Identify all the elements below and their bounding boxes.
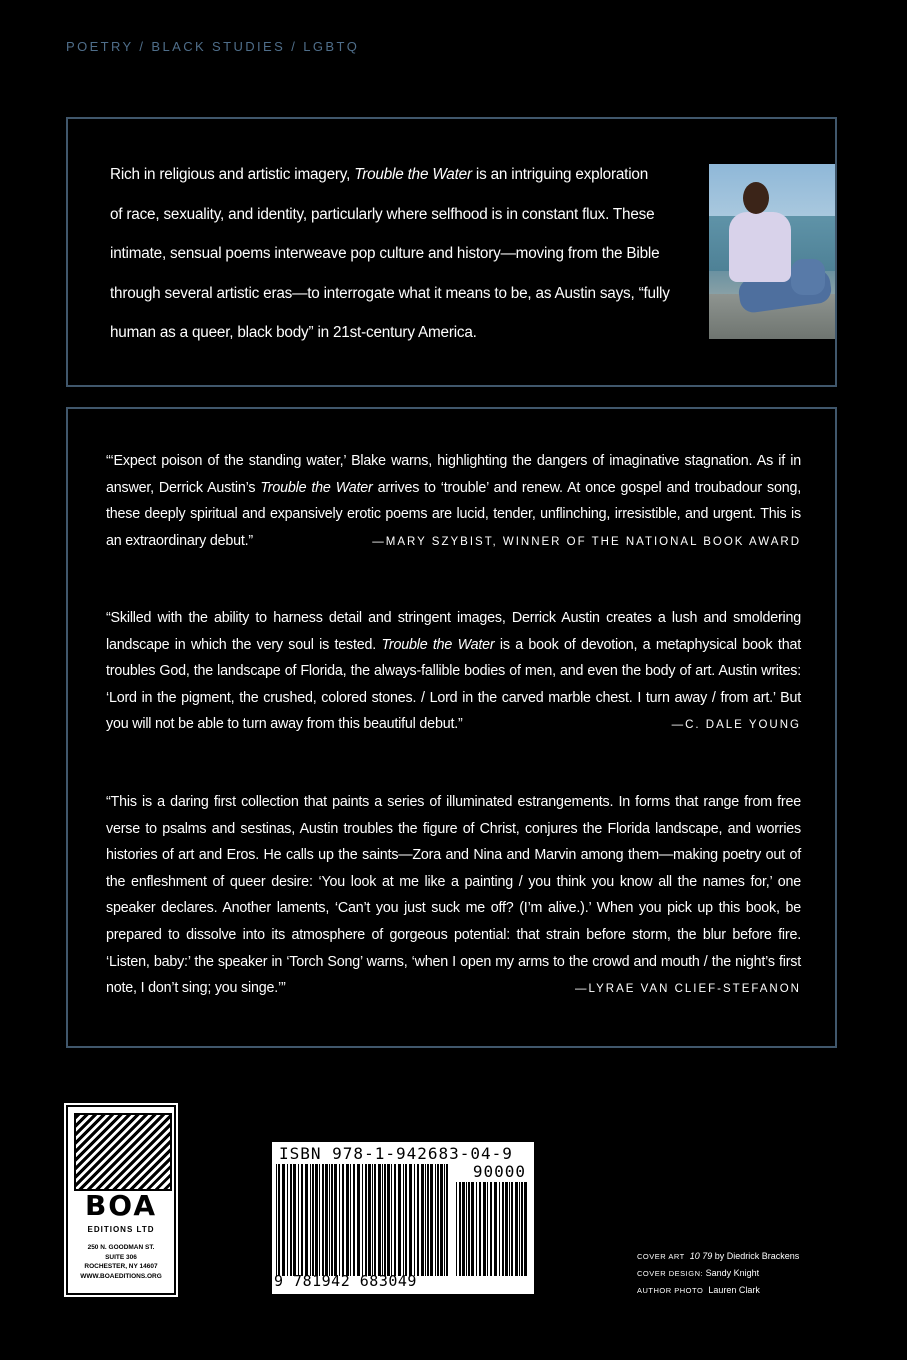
barcode-bar	[414, 1164, 415, 1276]
barcode-bar	[298, 1164, 299, 1276]
description-line: Rich in religious and artistic imagery, Trouble the Water is an intriguing exploration	[110, 166, 649, 183]
publisher-subtitle: EDITIONS LTD	[87, 1225, 155, 1234]
price-code: 90000	[472, 1162, 526, 1181]
barcode-bar	[435, 1164, 436, 1276]
barcode-bar	[278, 1164, 280, 1276]
barcode-bar	[456, 1182, 457, 1276]
barcode-bar	[310, 1164, 311, 1276]
blurb-quote: “‘Expect poison of the standing water,’ Blake warns, highlighting the dangers of imaginative stagnation. As if in answer, Derrick Austin’s Trouble the Water arrives to ‘trouble’ and renew. At once gospel and troubadour song, these deeply spiritual and expansively erotic poems are lucid, tender, unflinching, irresistible, and urgent. This is an extraordinary debut.” —MARY SZYBIST, WINNER OF THE NATIONAL BOOK AWARD	[106, 448, 801, 555]
barcode-bar	[312, 1164, 314, 1276]
barcode-addon-bars	[456, 1182, 528, 1276]
barcode-bar	[462, 1182, 465, 1276]
barcode-bar	[346, 1164, 349, 1276]
barcode-bar	[374, 1164, 376, 1276]
blurb-attribution: —C. DALE YOUNG	[671, 719, 801, 732]
description-line: intimate, sensual poems interweave pop culture and history—moving from the Bible	[110, 245, 660, 262]
author-photo	[709, 164, 835, 339]
barcode-bar	[282, 1164, 285, 1276]
barcode-bar	[524, 1182, 527, 1276]
description-line: human as a queer, black body” in 21st-century America.	[110, 324, 477, 341]
barcode-bar	[329, 1164, 330, 1276]
barcode-bar	[334, 1164, 337, 1276]
barcode-bar	[391, 1164, 392, 1276]
barcode-bar	[440, 1164, 443, 1276]
barcode-bar	[350, 1164, 351, 1276]
barcode-bar	[290, 1164, 292, 1276]
description-line: through several artistic eras—to interrogate what it means to be, as Austin says, “fully	[110, 284, 670, 302]
barcode-bar	[444, 1164, 445, 1276]
barcode-bar	[499, 1182, 500, 1276]
barcode-bar	[405, 1164, 407, 1276]
barcode-bar	[421, 1164, 424, 1276]
credit-cover-design: COVER DESIGN: Sandy Knight	[637, 1268, 760, 1278]
barcode-bar	[427, 1164, 429, 1276]
barcode-bar	[487, 1182, 488, 1276]
barcode-main-bars	[276, 1164, 450, 1276]
barcode-bar	[468, 1182, 470, 1276]
barcode-bar	[319, 1164, 320, 1276]
barcode-bar	[372, 1164, 373, 1276]
barcode-bar	[301, 1164, 303, 1276]
barcode-bar	[398, 1164, 401, 1276]
barcode-bar	[476, 1182, 477, 1276]
credit-author-photo: AUTHOR PHOTO Lauren Clark	[637, 1285, 760, 1295]
barcode-bar	[331, 1164, 333, 1276]
publisher-emblem-icon	[74, 1113, 172, 1191]
barcode-bar	[509, 1182, 510, 1276]
barcode-bar	[362, 1164, 363, 1276]
book-description	[110, 155, 680, 353]
barcode-bar	[515, 1182, 518, 1276]
barcode-bar	[387, 1164, 390, 1276]
barcode-bar	[511, 1182, 513, 1276]
barcode-bar	[502, 1182, 504, 1276]
barcode-bar	[357, 1164, 360, 1276]
barcode-bar	[368, 1164, 371, 1276]
barcode-bar	[490, 1182, 492, 1276]
barcode-bar	[287, 1164, 288, 1276]
publisher-address: 250 N. GOODMAN ST. SUITE 306 ROCHESTER, NY 14607 WWW.BOAEDITIONS.ORG	[80, 1244, 162, 1280]
barcode-digits: 9 781942 683049	[274, 1272, 417, 1290]
barcode-bar	[483, 1182, 486, 1276]
barcode-bar	[494, 1182, 497, 1276]
category-label: POETRY / BLACK STUDIES / LGBTQ	[66, 39, 360, 54]
barcode-bar	[425, 1164, 426, 1276]
barcode-bar	[353, 1164, 355, 1276]
barcode-bar	[365, 1164, 367, 1276]
barcode-bar	[322, 1164, 324, 1276]
barcode-bar	[325, 1164, 328, 1276]
blurb-attribution: —MARY SZYBIST, WINNER OF THE NATIONAL BOOK AWARD	[372, 535, 801, 548]
isbn-barcode	[272, 1142, 534, 1294]
barcode-bar	[276, 1164, 277, 1276]
blurb-attribution: —LYRAE VAN CLIEF-STEFANON	[575, 983, 801, 996]
blurb-quote: “This is a daring first collection that paints a series of illuminated estrangements. In forms that range from free verse to psalms and sestinas, Austin troubles the figure of Christ, conjures the Florida landscape, and worries histories of art and Eros. He calls up the saints—Zora and Nina and Marvin among them—making poetry out of the enfleshment of queer desire: ‘You look at me like a painting / you think you know all the names for,’ one speaker declares. Another laments, ‘Can’t you just suck me off? (I’m alive.).’ When you pick up this book, be prepared to dissolve into its atmosphere of gorgeous potential: that strain before storm, the blur before fire. ‘Listen, baby:’ the speaker in ‘Torch Song’ warns, ‘when I open my arms to the crowd and mouth / the night’s first note, I don’t sing; you singe.’” —LYRAE VAN CLIEF-STEFANON	[106, 789, 801, 1003]
barcode-bar	[417, 1164, 419, 1276]
isbn-text: ISBN 978-1-942683-04-9	[279, 1144, 513, 1163]
barcode-bar	[521, 1182, 523, 1276]
barcode-bar	[378, 1164, 381, 1276]
description-line: of race, sexuality, and identity, particularly where selfhood is in constant flux. These	[110, 205, 655, 223]
credits	[637, 1248, 799, 1299]
barcode-bar	[505, 1182, 508, 1276]
credit-cover-art: COVER ART 10 79 by Diedrick Brackens	[637, 1251, 800, 1261]
publisher-name: BOA	[84, 1189, 158, 1222]
barcode-bar	[342, 1164, 344, 1276]
barcode-bar	[466, 1182, 467, 1276]
barcode-bar	[384, 1164, 386, 1276]
publisher-logo	[66, 1105, 176, 1295]
barcode-bar	[293, 1164, 296, 1276]
barcode-bar	[315, 1164, 318, 1276]
description-panel	[66, 117, 837, 387]
barcode-bar	[459, 1182, 461, 1276]
barcode-bar	[471, 1182, 474, 1276]
barcode-bar	[446, 1164, 448, 1276]
barcode-bar	[437, 1164, 439, 1276]
barcode-bar	[403, 1164, 404, 1276]
blurbs-panel	[66, 407, 837, 1048]
barcode-bar	[519, 1182, 520, 1276]
barcode-bar	[339, 1164, 340, 1276]
barcode-bar	[305, 1164, 308, 1276]
barcode-bar	[394, 1164, 396, 1276]
barcode-bar	[409, 1164, 412, 1276]
blurb-quote: “Skilled with the ability to harness detail and stringent images, Derrick Austin creates a lush and smoldering landscape in which the very soul is tested. Trouble the Water is a book of devotion, a metaphysical book that troubles God, the landscape of Florida, the always-fallible bodies of men, and even the body of art. Austin writes: ‘Lord in the pigment, the crushed, colored stones. / Lord in the carved marble chest. I turn away / from art.’ But you will not be able to turn away from this beautiful debut.” —C. DALE YOUNG	[106, 605, 801, 739]
barcode-bar	[382, 1164, 383, 1276]
barcode-bar	[430, 1164, 433, 1276]
barcode-bar	[479, 1182, 481, 1276]
